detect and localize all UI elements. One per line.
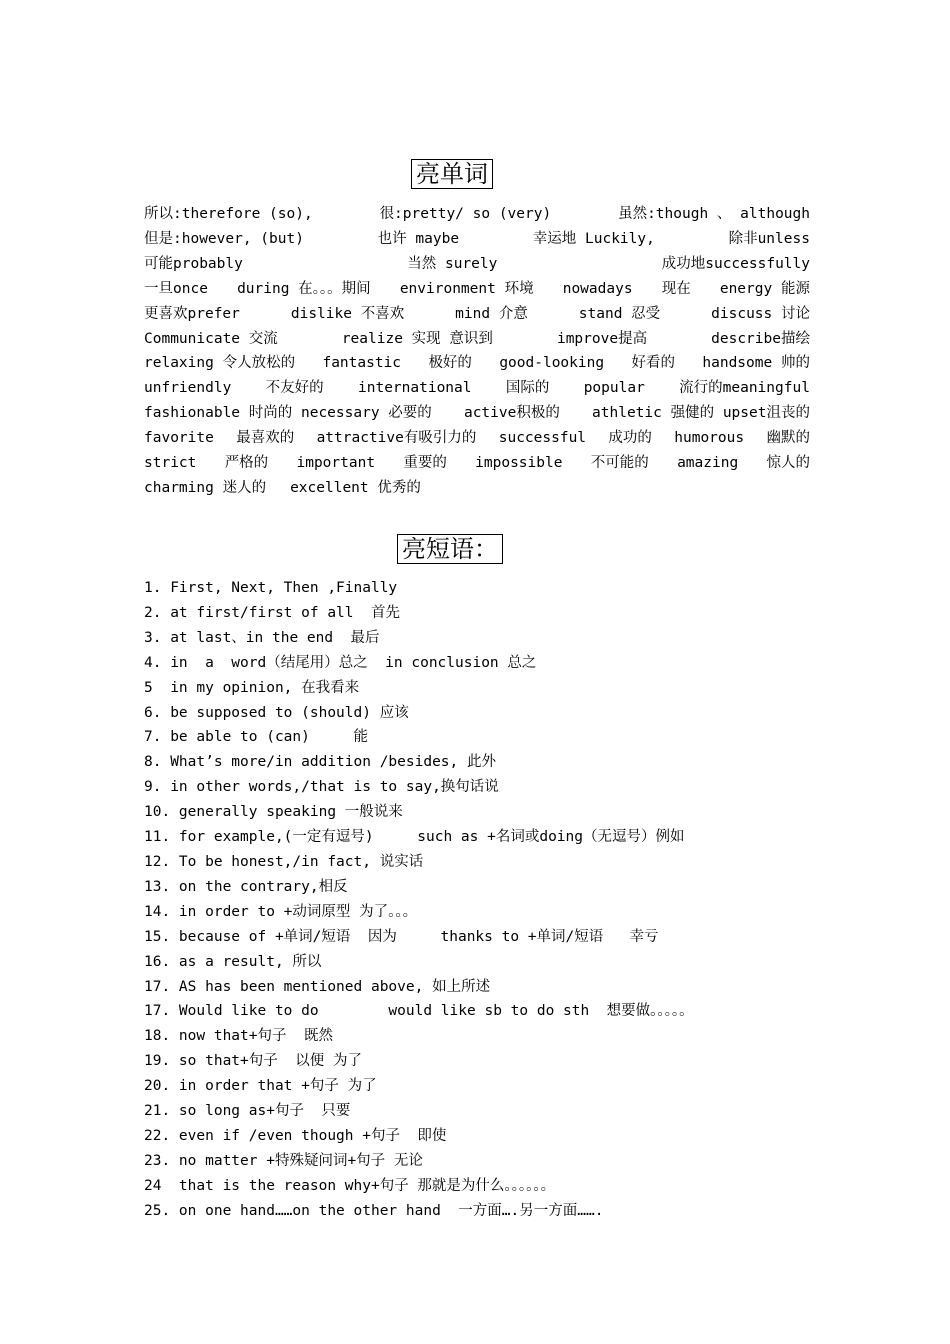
- vocab-entry: 所以:therefore (so),: [144, 206, 313, 222]
- vocab-entry: 幸运地 Luckily,: [532, 230, 655, 247]
- vocab-entry: 幽默的: [766, 430, 810, 447]
- vocab-entry: 很:pretty/ so (very): [379, 206, 552, 222]
- vocab-entry: athletic 强健的 upset沮丧的: [592, 405, 810, 422]
- vocab-entry: 极好的: [428, 355, 472, 372]
- phrase-item: 4. in a word（结尾用）总之 in conclusion 总之: [144, 654, 537, 671]
- phrase-item: 19. so that+句子 以便 为了: [144, 1053, 362, 1070]
- phrase-item: 15. because of +单词/短语 因为 thanks to +单词/短语 幸亏: [144, 928, 659, 945]
- phrase-item: 22. even if /even though +句子 即使: [144, 1127, 447, 1144]
- phrase-item: 9. in other words,/that is to say,换句话说: [144, 779, 499, 796]
- vocab-entry: 成功地successfully: [661, 255, 810, 272]
- vocab-entry: 惊人的: [766, 455, 810, 472]
- vocab-entry: nowadays: [562, 280, 633, 297]
- vocab-entry: international: [358, 380, 472, 397]
- vocab-entry: 但是:however, (but): [144, 230, 304, 247]
- vocab-entry: fashionable 时尚的 necessary 必要的: [144, 405, 432, 422]
- vocab-entry: during 在。。。期间: [237, 280, 371, 297]
- vocab-entry: 好看的: [631, 355, 675, 372]
- vocab-line: [144, 426, 810, 451]
- vocab-line: [144, 277, 810, 302]
- vocab-entry: fantastic: [322, 355, 402, 372]
- vocab-entry: favorite: [144, 430, 214, 447]
- vocab-line: [144, 401, 810, 426]
- vocab-entry: attractive有吸引力的: [316, 430, 477, 447]
- vocab-entry: 成功的: [608, 430, 652, 447]
- vocab-line: [144, 376, 810, 401]
- vocab-entry: charming 迷人的: [144, 479, 267, 496]
- vocab-entry: unfriendly: [144, 380, 232, 397]
- vocab-entry: amazing: [677, 455, 739, 472]
- phrase-item: 16. as a result, 所以: [144, 953, 322, 970]
- phrase-item: 20. in order that +句子 为了: [144, 1078, 377, 1095]
- vocab-entry: humorous: [674, 430, 745, 447]
- vocab-entry: discuss 讨论: [711, 305, 810, 322]
- phrase-item: 17. Would like to do would like sb to do sth 想要做。。。。。: [144, 1003, 694, 1020]
- phrase-item: 14. in order to +动词原型 为了。。。: [144, 903, 418, 920]
- vocab-entry: impossible: [475, 455, 563, 472]
- vocab-entry: 最喜欢的: [236, 430, 295, 447]
- phrase-item: 5 in my opinion, 在我看来: [144, 679, 360, 696]
- vocab-entry: strict: [144, 455, 197, 472]
- phrase-item: 1. First, Next, Then ,Finally: [144, 580, 398, 596]
- vocab-entry: excellent 优秀的: [290, 479, 421, 496]
- vocab-entry: 不可能的: [590, 455, 649, 472]
- vocab-line: [144, 227, 810, 252]
- phrase-item: 3. at last、in the end 最后: [144, 629, 380, 646]
- vocab-entry: active积极的: [463, 405, 560, 422]
- phrase-item: 23. no matter +特殊疑问词+句子 无论: [144, 1152, 423, 1169]
- vocab-line: [144, 252, 810, 277]
- vocab-entry: dislike 不喜欢: [290, 305, 405, 322]
- vocab-line: [144, 451, 810, 476]
- vocab-entry: important: [296, 455, 376, 472]
- vocab-entry: successful: [498, 430, 587, 447]
- phrase-item: 2. at first/first of all 首先: [144, 604, 400, 621]
- phrase-item: 10. generally speaking 一般说来: [144, 804, 403, 821]
- vocab-entry: 更喜欢prefer: [144, 305, 240, 322]
- phrase-item: 21. so long as+句子 只要: [144, 1103, 351, 1120]
- phrase-item: 17. AS has been mentioned above, 如上所述: [144, 978, 491, 995]
- vocab-entry: realize 实现 意识到: [341, 330, 493, 347]
- phrase-item: 13. on the contrary,相反: [144, 878, 348, 895]
- vocab-line: [144, 302, 810, 327]
- phrase-item: 12. To be honest,/in fact, 说实话: [144, 853, 424, 870]
- vocab-entry: 重要的: [403, 455, 447, 472]
- vocab-entry: good-looking: [499, 355, 605, 372]
- vocab-entry: improve提高: [556, 330, 648, 347]
- vocab-entry: popular: [583, 380, 645, 397]
- vocabulary-heading: 亮单词: [411, 159, 493, 189]
- vocab-entry: energy 能源: [719, 280, 810, 297]
- vocab-entry: 国际的: [505, 380, 550, 397]
- vocab-line: [144, 202, 810, 227]
- vocab-entry: 一旦once: [144, 280, 208, 297]
- vocab-entry: 当然 surely: [407, 255, 498, 272]
- vocab-entry: describe描绘: [711, 330, 810, 347]
- vocab-entry: 可能probably: [144, 255, 243, 272]
- vocab-line: [144, 327, 810, 352]
- vocab-entry: stand 忍受: [578, 305, 661, 322]
- vocab-entry: 现在: [661, 280, 691, 297]
- phrase-item: 24 that is the reason why+句子 那就是为什么。。。。。。: [144, 1177, 556, 1194]
- phrase-list: [144, 576, 844, 1224]
- vocabulary-list: [144, 202, 810, 501]
- vocab-entry: environment 环境: [399, 280, 534, 297]
- phrase-item: 8. What’s more/in addition /besides, 此外: [144, 754, 497, 771]
- phrase-item: 7. be able to (can) 能: [144, 729, 369, 746]
- vocab-entry: mind 介意: [455, 305, 528, 322]
- vocab-entry: 不友好的: [265, 380, 324, 397]
- vocab-entry: 虽然:though 、 although: [618, 206, 810, 222]
- vocab-entry: handsome 帅的: [702, 355, 810, 372]
- vocab-line: [144, 351, 810, 376]
- phrase-item: 18. now that+句子 既然: [144, 1028, 333, 1045]
- vocab-entry: 严格的: [224, 455, 269, 472]
- vocab-entry: relaxing 令人放松的: [144, 355, 296, 372]
- vocab-entry: 流行的meaningful: [679, 380, 810, 397]
- phrase-item: 11. for example,(一定有逗号) such as +名词或doing（无逗号）例如: [144, 829, 685, 846]
- phrase-item: 25. on one hand……on the other hand 一方面….另一方面…….: [144, 1202, 604, 1219]
- vocab-entry: Communicate 交流: [144, 330, 278, 347]
- vocab-line: [144, 476, 810, 501]
- vocab-entry: 也许 maybe: [377, 230, 460, 247]
- phrase-item: 6. be supposed to (should) 应该: [144, 704, 409, 721]
- phrases-heading: 亮短语：: [397, 534, 503, 564]
- vocab-entry: 除非unless: [728, 230, 810, 247]
